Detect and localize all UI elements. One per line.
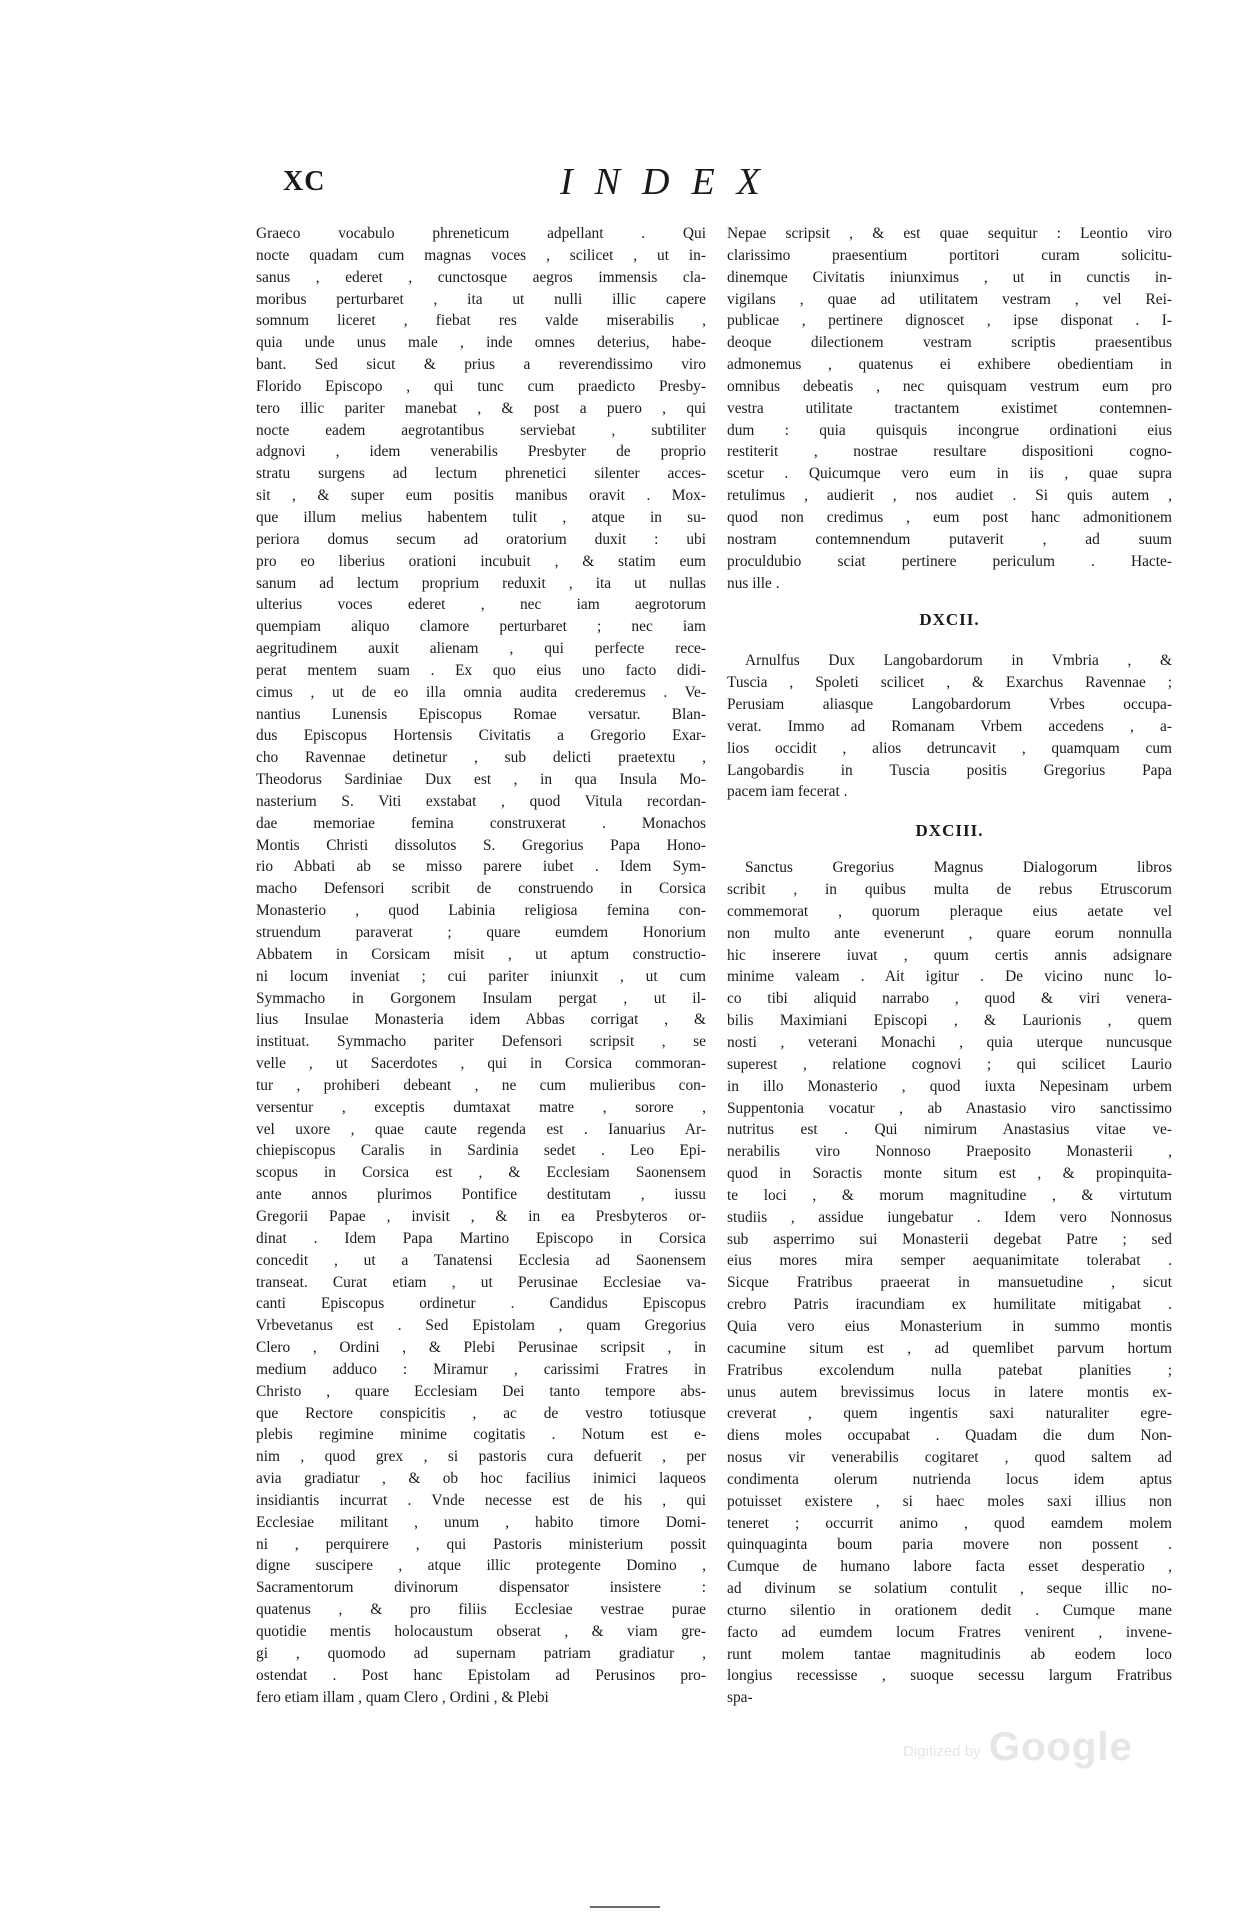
text-line: avia gradiatur , & ob hoc facilius inimici laqueos	[256, 1470, 706, 1488]
text-line: nantius Lunensis Episcopus Romae versatur. Blan-	[256, 705, 706, 723]
right-column	[727, 223, 1172, 1709]
digitized-watermark	[903, 1725, 1133, 1770]
text-line: gi , quomodo ad supernam patriam gradiatur ,	[256, 1644, 706, 1662]
text-line: Perusiam aliasque Langobardorum Vrbes occupa-	[727, 696, 1172, 714]
text-line: minime valeam . Ait igitur . De vicino nunc lo-	[727, 968, 1172, 986]
running-title: INDEX	[560, 161, 782, 203]
text-line: perat mentem suam . Ex quo eius uno facto didi-	[256, 661, 706, 679]
text-line: quotidie mentis holocaustum obserat , & viam gre-	[256, 1623, 706, 1640]
text-line: aegritudinem auxit alienam , qui perfecte rece-	[256, 640, 706, 658]
text-line: transeat. Curat etiam , ut Perusinae Ecclesiae va-	[256, 1273, 706, 1291]
text-line: cacumine situm est , ad quemlibet parvum hortum	[727, 1339, 1172, 1357]
text-line: in illo Monasterio , quod iuxta Nepesinam urbem	[727, 1077, 1172, 1095]
text-line: Montis Christi dissolutos S. Gregorius Papa Hono-	[256, 836, 706, 854]
text-line: fero etiam illam , quam Clero , Ordini , & Plebi	[256, 1688, 549, 1706]
text-line: lius Insulae Monasteria idem Abbas corrigat , &	[256, 1011, 706, 1029]
text-line: teneret ; occurrit animo , quod eamdem molem	[727, 1514, 1172, 1532]
text-line: dinat . Idem Papa Martino Episcopo in Corsica	[256, 1229, 706, 1247]
text-line: unus autem brevissimus locus in latere montis ex-	[727, 1383, 1172, 1401]
text-line: que illum melius habentem tulit , atque in su-	[256, 508, 706, 526]
text-line: sit , & super eum positis manibus oravit . Mox-	[256, 487, 706, 505]
text-line: dinemque Civitatis iniunximus , ut in cunctis in-	[727, 268, 1172, 286]
text-line: sanus , ederet , cunctosque aegros immensis cla-	[256, 268, 706, 286]
text-line: periora domus secum ad oratorium duxit : ubi	[256, 530, 706, 548]
text-line: nosti , veterani Monachi , quia uterque nuncusque	[727, 1034, 1172, 1051]
text-line: scopus in Corsica est , & Ecclesiam Saonensem	[256, 1164, 706, 1182]
text-line: Fratribus excolendum nulla patebat planities ;	[727, 1361, 1172, 1379]
text-line: digne suscipere , atque illic protegente Domino ,	[256, 1557, 706, 1575]
text-line: nostram contemnendum putaverit , ad suum	[727, 530, 1172, 548]
text-line: vel uxore , quae caute regenda est . Ianuarius Ar-	[256, 1120, 706, 1138]
text-line: Abbatem in Corsicam misit , ut aptum constructio-	[256, 945, 706, 963]
watermark-small-text: Digitized by	[903, 1743, 981, 1760]
text-line: somnum liceret , fiebat res valde miserabilis ,	[256, 312, 706, 330]
text-line: Quia vero eius Monasterium in summo montis	[727, 1317, 1172, 1335]
text-line: commemorat , quorum pleraque eius aetate vel	[727, 902, 1172, 920]
text-line: nocte eadem aegrotantibus serviebat , subtiliter	[256, 421, 706, 439]
text-line: superest , relatione cognovi ; qui scilicet Laurio	[727, 1055, 1172, 1073]
text-line: diens moles occupabat . Quadam die dum Non-	[727, 1427, 1172, 1445]
text-line: eius mores mira semper aequanimitate tolerabat .	[727, 1252, 1172, 1270]
text-line: Graeco vocabulo phreneticum adpellant . Qui	[256, 225, 706, 242]
text-line: nerabilis viro Nonnoso Praeposito Monasterii ,	[727, 1143, 1172, 1161]
text-line: pacem iam fecerat .	[727, 783, 848, 801]
text-line: cturno silentio in orationem dedit . Cumque mane	[727, 1601, 1172, 1619]
text-line: creverat , quem ingentis saxi naturaliter egre-	[727, 1405, 1172, 1423]
text-line: scribit , in quibus multa de rebus Etruscorum	[727, 881, 1172, 899]
text-line: longius recessisse , suoque secessu largum Fratribus	[727, 1667, 1172, 1685]
section-heading-dxcii: DXCII.	[919, 610, 980, 630]
text-line: quod in Soractis monte situm est , & propinquita-	[727, 1165, 1172, 1183]
text-line: deoque dilectionem vestram scriptis praesentibus	[727, 334, 1172, 352]
text-line: Clero , Ordini , & Plebi Perusinae scripsit , in	[256, 1339, 706, 1357]
text-line: Sanctus Gregorius Magnus Dialogorum libros	[745, 859, 1172, 877]
text-line: Ecclesiae militant , unum , habito timore Domi-	[256, 1513, 706, 1531]
text-line: moribus perturbaret , ita ut nulli illic capere	[256, 290, 706, 308]
text-line: runt molem tantae magnitudinis ab eodem loco	[727, 1645, 1172, 1663]
text-line: Langobardis in Tuscia positis Gregorius Papa	[727, 761, 1172, 779]
text-line: condimenta olerum nutrienda locus idem aptus	[727, 1470, 1172, 1488]
text-line: Florido Episcopo , qui tunc cum praedicto Presby-	[256, 377, 706, 395]
text-line: potuisset existere , si haec moles saxi illius non	[727, 1492, 1172, 1510]
text-line: rio Abbati ab se misso parere iubet . Idem Sym-	[256, 858, 706, 876]
text-line: Sacramentorum divinorum dispensator insistere :	[256, 1579, 706, 1597]
text-line: versentur , exceptis dumtaxat matre , sorore ,	[256, 1098, 706, 1116]
text-line: nasterium S. Viti exstabat , quod Vitula recordan-	[256, 792, 706, 810]
text-line: struendum paraverat ; quare eumdem Honorium	[256, 924, 706, 941]
text-line: quempiam aliquo clamore perturbaret ; nec iam	[256, 618, 706, 636]
text-line: ulterius voces ederet , nec iam aegrotorum	[256, 596, 706, 614]
text-line: ostendat . Post hanc Epistolam ad Perusinos pro-	[256, 1666, 706, 1684]
text-line: cimus , ut de eo illa omnia audita crederemus . Ve-	[256, 683, 706, 701]
text-line: te loci , & morum magnitudine , & virtutum	[727, 1186, 1172, 1204]
text-line: canti Episcopus ordinetur . Candidus Episcopus	[256, 1295, 706, 1313]
text-line: quia unde unus male , inde omnes deterius, habe-	[256, 334, 706, 352]
text-line: nocte quadam cum magnas voces , scilicet , ut in-	[256, 246, 706, 264]
text-line: que Rectore conspicitis , ac de vestro totiusque	[256, 1404, 706, 1422]
text-line: lios occidit , alios detruncavit , quamquam cum	[727, 739, 1172, 757]
text-line: restiterit , nostrae resultare dispositioni cogno-	[727, 443, 1172, 461]
text-line: cho Ravennae detinetur , sub delicti praetextu ,	[256, 749, 706, 767]
text-line: publicae , pertinere dignoscet , ipse disponat . I-	[727, 312, 1172, 330]
text-line: spa-	[727, 1689, 753, 1707]
google-logo-text: Google	[989, 1725, 1133, 1769]
text-line: dus Episcopus Hortensis Civitatis a Gregorio Exar-	[256, 727, 706, 745]
text-line: Tuscia , Spoleti scilicet , & Exarchus Ravennae ;	[727, 674, 1172, 692]
text-line: concedit , ut a Tanatensi Ecclesia ad Saonensem	[256, 1251, 706, 1269]
text-line: Sicque Fratribus praeerat in mansuetudine , sicut	[727, 1274, 1172, 1292]
text-line: Gregorii Papae , invisit , & in ea Presbyteros or-	[256, 1207, 706, 1225]
text-line: quatenus , & pro filiis Ecclesiae vestrae purae	[256, 1601, 706, 1619]
text-line: studiis , assidue iungebatur . Idem vero Nonnosus	[727, 1208, 1172, 1226]
text-line: quinquaginta boum paria movere non possent .	[727, 1536, 1172, 1554]
text-line: sanum ad lectum proprium reduxit , ita ut nullas	[256, 574, 706, 592]
text-line: instituat. Symmacho pariter Defensori scripsit , se	[256, 1033, 706, 1051]
text-line: ni locum inveniat ; cui pariter iniunxit , ut cum	[256, 967, 706, 985]
text-line: nus ille .	[727, 574, 780, 592]
text-line: plebis regimine minime cogitatis . Notum est e-	[256, 1426, 706, 1444]
text-line: macho Defensori scribit de construendo in Corsica	[256, 880, 706, 898]
text-line: nosus vir venerabilis cogitaret , quod saltem ad	[727, 1449, 1172, 1467]
text-line: chiepiscopus Caralis in Sardinia sedet . Leo Epi-	[256, 1142, 706, 1160]
text-line: adgnovi , idem venerabilis Presbyter de proprio	[256, 443, 706, 461]
text-line: bilis Maximiani Episcopi , & Laurionis , quem	[727, 1012, 1172, 1030]
text-line: ante annos plurimos Pontifice destitutam , iussu	[256, 1186, 706, 1204]
section-dxcii-body	[727, 650, 1172, 803]
text-line: tur , prohiberi debeant , ne cum mulieribus con-	[256, 1076, 706, 1094]
text-line: ad divinum se solatium contulit , seque illic no-	[727, 1580, 1172, 1598]
text-line: Suppentonia vocatur , ab Anastasio viro sanctissimo	[727, 1099, 1172, 1117]
text-line: verat. Immo ad Romanam Vrbem accedens , a-	[727, 717, 1172, 735]
text-line: ni , perquirere , qui Pastoris ministerium possit	[256, 1535, 706, 1553]
page-number: XC	[283, 166, 326, 197]
text-line: crebro Patris iracundiam ex humilitate mitigabat .	[727, 1296, 1172, 1314]
text-line: Monasterio , quod Labinia religiosa femina con-	[256, 902, 706, 920]
text-line: tero illic pariter manebat , & post a puero , qui	[256, 399, 706, 417]
text-line: vigilans , quae ad utilitatem vestram , vel Rei-	[727, 290, 1172, 308]
text-line: Christo , quare Ecclesiam Dei tanto tempore abs-	[256, 1382, 706, 1400]
text-line: proculdubio sciat pertinere periculum . Hacte-	[727, 552, 1172, 570]
footer-rule	[590, 1906, 660, 1908]
text-line: bant. Sed sicut & prius a reverendissimo viro	[256, 356, 706, 374]
text-line: insidiantis incurrat . Vnde necesse est de his , qui	[256, 1491, 706, 1509]
text-line: velle , ut Sacerdotes , qui in Corsica commoran-	[256, 1055, 706, 1073]
text-line: medium adduco : Miramur , carissimi Fratres in	[256, 1360, 706, 1378]
text-line: stratu surgens ad lectum phrenetici silenter acces-	[256, 465, 706, 483]
text-line: co tibi aliquid narrabo , quod & viri venera-	[727, 990, 1172, 1008]
text-line: admonemus , quatenus ei exhibere obedientiam in	[727, 356, 1172, 374]
section-heading-dxciii: DXCIII.	[915, 821, 984, 841]
text-line: Cumque de humano labore facta esset desperatio ,	[727, 1558, 1172, 1576]
left-column	[256, 223, 706, 1708]
text-line: facto ad eumdem locum Fratres venirent , invene-	[727, 1623, 1172, 1641]
text-line: non multo ante evenerunt , quare eorum nonnulla	[727, 924, 1172, 942]
text-line: Arnulfus Dux Langobardorum in Vmbria , &	[745, 652, 1172, 670]
continued-text	[727, 223, 1172, 594]
text-line: dae memoriae femina construxerat . Monachos	[256, 814, 706, 832]
text-line: vestra utilitate tractantem existimet contemnen-	[727, 399, 1172, 417]
text-line: pro eo liberius orationi incubuit , & statim eum	[256, 552, 706, 570]
text-line: dum : quia quisquis incongrue ordinationi eius	[727, 421, 1172, 439]
page-header	[0, 160, 1252, 212]
text-line: Nepae scripsit , & est quae sequitur : Leontio viro	[727, 225, 1172, 242]
text-line: hic inserere iuvat , quum certis annis adsignare	[727, 946, 1172, 964]
text-line: quod non credimus , eum post hanc admonitionem	[727, 508, 1172, 526]
text-line: Vrbevetanus est . Sed Epistolam , quam Gregorius	[256, 1317, 706, 1335]
text-line: Theodorus Sardiniae Dux est , in qua Insula Mo-	[256, 771, 706, 789]
text-line: nutritus est . Qui nimirum Anastasius vitae ve-	[727, 1121, 1172, 1139]
text-line: clarissimo praesentium portitori curam solicitu-	[727, 246, 1172, 264]
text-line: omnibus debeatis , nec quisquam vestrum eum pro	[727, 377, 1172, 395]
text-line: scetur . Quicumque vero eum in iis , quae supra	[727, 465, 1172, 483]
text-line: nim , quod grex , si pastoris cura defuerit , per	[256, 1448, 706, 1466]
text-line: Symmacho in Gorgonem Insulam pergat , ut il-	[256, 989, 706, 1007]
text-line: sub asperrimo sui Monasterii degebat Patre ; sed	[727, 1230, 1172, 1248]
text-line: retulimus , audierit , nos audiet . Si quis autem ,	[727, 487, 1172, 505]
section-dxciii-body	[727, 857, 1172, 1709]
